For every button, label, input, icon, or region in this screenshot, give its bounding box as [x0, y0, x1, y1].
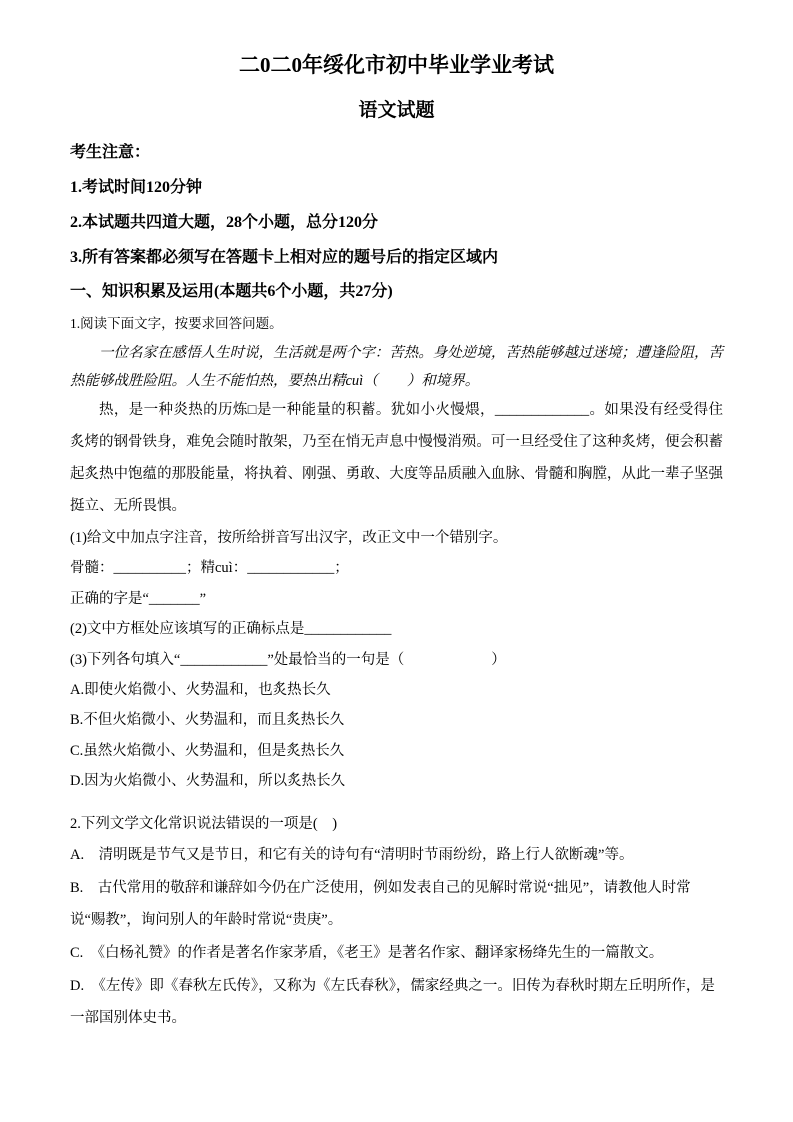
question-1-option-b: B.不但火焰微小、火势温和，而且炙热长久 [70, 712, 345, 729]
notice-item-3: 3.所有答案都必须写在答题卡上相对应的题号后的指定区域内 [70, 248, 499, 266]
question-1-sub-1: (1)给文中加点字注音，按所给拼音写出汉字，改正文中一个错别字。 [70, 529, 508, 546]
exam-title: 二0二0年绥化市初中毕业学业考试 [239, 53, 554, 77]
exam-subtitle: 语文试题 [358, 100, 435, 122]
question-1-sub-1-blanks: 骨髓：__________；精cuì：____________； [70, 560, 349, 577]
question-1-passage-1: 一位名家在感悟人生时说，生活就是两个字：苦热。身处逆境，苦热能够越过迷境；遭逢险阻，苦热能够战胜险阻。人生不能怕热，要热出精cuì（ ）和境界。 [70, 344, 723, 389]
question-2-stem: 2.下列文学文化常识说法错误的一项是( ) [70, 815, 338, 832]
question-1-stem: 1.阅读下面文字，按要求回答问题。 [70, 316, 283, 332]
question-2-option-d: D. 《左传》即《春秋左氏传》，又称为《左氏春秋》，儒家经典之一。旧传为春秋时期左丘明所作，是一部国别体史书。 [70, 977, 715, 1027]
question-1-option-d: D.因为火焰微小、火势温和，所以炙热长久 [70, 773, 346, 790]
section-heading: 一、知识积累及运用(本题共6个小题，共27分) [70, 283, 393, 301]
question-2-option-c: C. 《白杨礼赞》的作者是著名作家茅盾，《老王》是著名作家、翻译家杨绛先生的一篇散文。 [70, 945, 664, 962]
question-1-sub-2: (2)文中方框处应该填写的正确标点是____________ [70, 621, 392, 638]
notice-item-2: 2.本试题共四道大题，28个小题，总分120分 [70, 213, 379, 231]
question-1-passage-2: 热，是一种炎热的历炼□是一种能量的积蓄。犹如小火慢煨，_____________。如果没有经受得住炙烤的钢骨铁身，难免会随时散架，乃至在悄无声息中慢慢消殒。可一旦经受住了这种炙烤，便会积蓄起炙热中饱蕴的那股能量，将执着、刚强、勇敢、大度等品质融入血脉、骨髓和胸膛，从此一辈子坚强挺立、无所畏惧。 [70, 402, 723, 514]
notice-heading: 考生注意： [70, 143, 151, 161]
question-1-option-c: C.虽然火焰微小、火势温和，但是炙热长久 [70, 742, 345, 759]
question-1-sub-1-correct-char: 正确的字是“_______” [70, 590, 207, 607]
question-1-option-a: A.即使火焰微小、火势温和，也炙热长久 [70, 681, 331, 698]
question-2-option-b: B. 古代常用的敬辞和谦辞如今仍在广泛使用，例如发表自己的见解时常说“拙见”，请教他人时常说“赐教”，询问别人的年龄时常说“贵庚”。 [70, 879, 691, 929]
question-2-option-a: A. 清明既是节气又是节日，和它有关的诗句有“清明时节雨纷纷，路上行人欲断魂”等。 [70, 847, 634, 864]
notice-item-1: 1.考试时间120分钟 [70, 178, 203, 196]
question-1-sub-3: (3)下列各句填入“____________”处最恰当的一句是（ ） [70, 651, 506, 668]
